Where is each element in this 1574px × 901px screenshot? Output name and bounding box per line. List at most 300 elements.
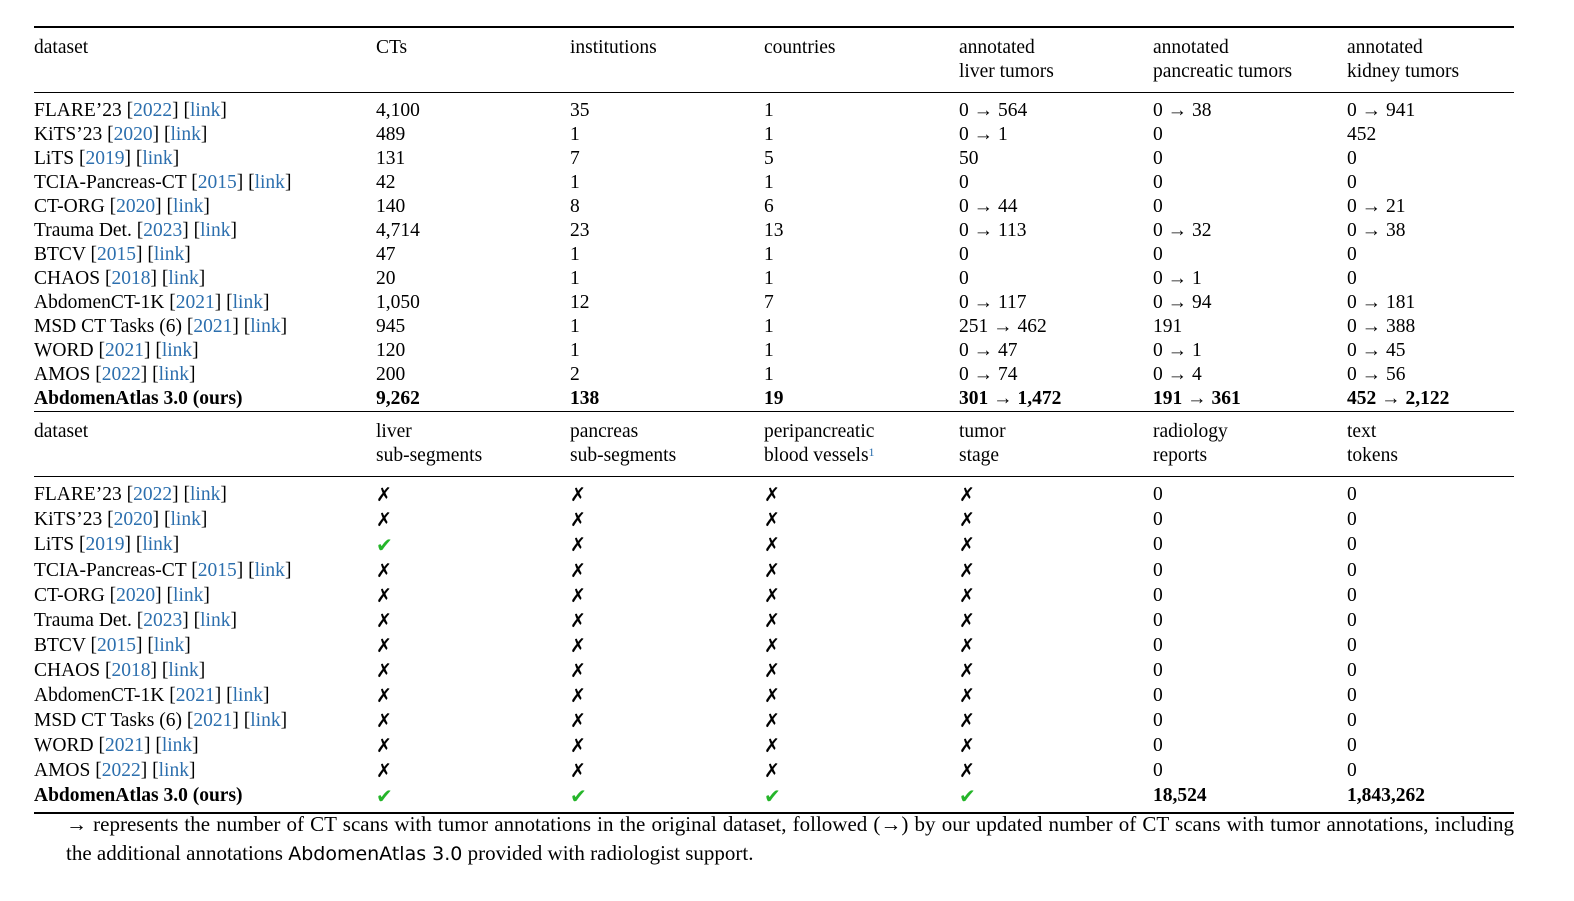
cell-value: 0	[1347, 610, 1357, 631]
cross-icon: ✗	[376, 660, 392, 682]
dataset-cell: CHAOS [2018] [link]	[34, 660, 206, 681]
table-row	[34, 243, 1514, 267]
table-row	[34, 363, 1514, 387]
cross-icon: ✗	[376, 635, 392, 657]
table-cell	[376, 267, 570, 291]
citation-link[interactable]: 2023	[143, 220, 183, 241]
header-line-1: annotated	[1153, 37, 1229, 58]
table-cell	[959, 291, 1153, 315]
table-cell	[376, 634, 570, 659]
citation-link[interactable]: 2015	[197, 172, 237, 193]
table-cell	[959, 123, 1153, 147]
table-row	[34, 477, 1514, 509]
table-row	[34, 584, 1514, 609]
dataset-name: AMOS	[34, 760, 91, 781]
cell-value: 0	[1347, 268, 1357, 289]
table-cell	[1153, 219, 1347, 243]
cell-value: 0 → 1	[959, 124, 1008, 145]
dataset-link[interactable]: link	[190, 484, 221, 505]
table-cell	[959, 609, 1153, 634]
citation-link[interactable]: 2022	[133, 100, 173, 121]
cell-value: 0	[1153, 509, 1163, 530]
cell-value: 0	[1153, 148, 1163, 169]
cell-value: 1	[570, 316, 580, 337]
table-cell	[764, 291, 959, 315]
table-cell	[1153, 93, 1347, 124]
citation-link[interactable]: 2021	[104, 340, 144, 361]
table-cell	[1153, 387, 1347, 412]
cell-value: 0 → 564	[959, 100, 1028, 121]
dataset-name: MSD CT Tasks (6)	[34, 710, 182, 731]
note-atlas-name: AbdomenAtlas 3.0	[288, 843, 463, 865]
dataset-link[interactable]: link	[232, 685, 263, 706]
cell-value: 0 → 1	[1153, 268, 1202, 289]
table-cell	[1153, 609, 1347, 634]
cell-value: 140	[376, 196, 406, 217]
cell-value: 1	[570, 268, 580, 289]
dataset-link[interactable]: link	[142, 148, 173, 169]
header-line-2: stage	[959, 445, 1000, 466]
dataset-name: KiTS’23	[34, 124, 103, 145]
cell-value: 1	[764, 172, 774, 193]
table-cell	[376, 123, 570, 147]
cross-icon: ✗	[959, 760, 975, 782]
table-row	[34, 147, 1514, 171]
cell-value: 301 → 1,472	[959, 388, 1062, 409]
cell-value: 1	[764, 124, 774, 145]
header-line-1: peripancreatic	[764, 421, 875, 442]
table-row	[34, 267, 1514, 291]
cross-icon: ✗	[570, 710, 586, 732]
table-row	[34, 171, 1514, 195]
header-cell	[959, 412, 1153, 477]
cross-icon: ✗	[959, 585, 975, 607]
dataset-link[interactable]: link	[170, 124, 201, 145]
table-cell	[764, 123, 959, 147]
cell-value: 0	[959, 244, 969, 265]
dataset-cell: BTCV [2015] [link]	[34, 244, 191, 265]
footnote-mark[interactable]: 1	[868, 445, 875, 459]
citation-link[interactable]: 2019	[85, 148, 125, 169]
dataset-link[interactable]: link	[158, 760, 189, 781]
header-cell	[34, 27, 376, 93]
header-line-1: dataset	[34, 37, 89, 58]
dataset-cell: FLARE’23 [2022] [link]	[34, 100, 227, 121]
header-line-1: dataset	[34, 421, 89, 442]
dataset-link[interactable]: link	[158, 364, 189, 385]
citation-link[interactable]: 2020	[116, 196, 156, 217]
table-cell	[1347, 609, 1514, 634]
cell-value: 251 → 462	[959, 316, 1047, 337]
cross-icon: ✗	[764, 685, 780, 707]
table-cell	[1153, 734, 1347, 759]
dataset-cell: CHAOS [2018] [link]	[34, 268, 206, 289]
cross-icon: ✗	[764, 660, 780, 682]
table-cell	[1347, 684, 1514, 709]
table-cell	[1153, 363, 1347, 387]
citation-link[interactable]: 2015	[197, 560, 237, 581]
header-cell	[1153, 412, 1347, 477]
total-row	[34, 784, 1514, 813]
check-icon: ✔	[376, 784, 393, 808]
header-row	[34, 412, 1514, 477]
table-cell	[570, 659, 764, 684]
cell-value: 0 → 1	[1153, 340, 1202, 361]
table-cell	[764, 387, 959, 412]
cell-value: 1	[764, 364, 774, 385]
dataset-link[interactable]: link	[142, 534, 173, 555]
cell-value: 191	[1153, 316, 1183, 337]
dataset-link[interactable]: link	[250, 316, 281, 337]
cell-value: 0 → 21	[1347, 196, 1406, 217]
note-text-part1: → represents the number of CT scans with tumor annotations in the original dataset, followed (→) by our updated number of CT scans with tumor annotations, including the additional annotations	[66, 812, 1514, 865]
cell-value: 7	[570, 148, 580, 169]
table-cell	[570, 219, 764, 243]
cell-value: 0	[1347, 635, 1357, 656]
dataset-link[interactable]: link	[170, 509, 201, 530]
table-cell	[764, 659, 959, 684]
dataset-cell: AbdomenCT-1K [2021] [link]	[34, 292, 270, 313]
total-row	[34, 387, 1514, 412]
dataset-cell: BTCV [2015] [link]	[34, 635, 191, 656]
header-line-2: tokens	[1347, 445, 1398, 466]
dataset-cell: Trauma Det. [2023] [link]	[34, 610, 237, 631]
citation-link[interactable]: 2021	[193, 710, 233, 731]
cross-icon: ✗	[764, 585, 780, 607]
table-cell	[1153, 291, 1347, 315]
table-cell	[570, 171, 764, 195]
dataset-link[interactable]: link	[190, 100, 221, 121]
dataset-link[interactable]: link	[161, 340, 193, 361]
table-cell	[764, 477, 959, 509]
table-cell	[376, 315, 570, 339]
header-line-2: kidney tumors	[1347, 61, 1460, 82]
cell-value: 1	[570, 172, 580, 193]
table-cell	[1347, 171, 1514, 195]
dataset-link[interactable]: link	[200, 610, 231, 631]
table-cell	[376, 147, 570, 171]
cross-icon: ✗	[376, 710, 392, 732]
table-cell	[1347, 243, 1514, 267]
table-cell	[959, 784, 1153, 813]
dataset-name: CHAOS	[34, 660, 101, 681]
header-line-2: reports	[1153, 445, 1208, 466]
table-cell	[1153, 584, 1347, 609]
table-cell	[570, 195, 764, 219]
cell-value: 0	[1153, 710, 1163, 731]
header-line-2: sub-segments	[570, 445, 677, 466]
cell-value: 1,843,262	[1347, 785, 1425, 806]
table-cell	[959, 559, 1153, 584]
cell-value: 0	[1153, 585, 1163, 606]
dataset-name: WORD	[34, 340, 94, 361]
cross-icon: ✗	[376, 610, 392, 632]
cell-value: 0	[1153, 534, 1163, 555]
dataset-name: KiTS’23	[34, 509, 103, 530]
cross-icon: ✗	[570, 509, 586, 531]
cell-value: 0	[1153, 760, 1163, 781]
table-cell	[376, 243, 570, 267]
citation-link[interactable]: 2021	[193, 316, 233, 337]
dataset-cell: LiTS [2019] [link]	[34, 148, 180, 169]
citation-link[interactable]: 2022	[101, 364, 141, 385]
cross-icon: ✗	[764, 735, 780, 757]
dataset-link[interactable]: link	[153, 635, 185, 656]
dataset-name: FLARE’23	[34, 100, 122, 121]
dataset-link[interactable]: link	[161, 735, 193, 756]
dataset-cell	[34, 387, 376, 412]
cell-value: 18,524	[1153, 785, 1207, 806]
cross-icon: ✗	[570, 735, 586, 757]
cell-value: 0	[1153, 196, 1163, 217]
dataset-link[interactable]: link	[250, 710, 281, 731]
table-cell	[570, 533, 764, 559]
table-cell	[376, 709, 570, 734]
header-cell	[376, 412, 570, 477]
table-cell	[570, 759, 764, 784]
citation-link[interactable]: 2015	[97, 635, 137, 656]
table-row	[34, 559, 1514, 584]
table-cell	[764, 267, 959, 291]
table-cell	[1347, 195, 1514, 219]
cell-value: 0	[1347, 685, 1357, 706]
dataset-link[interactable]: link	[254, 560, 285, 581]
cell-value: 9,262	[376, 388, 420, 409]
citation-link[interactable]: 2021	[175, 292, 215, 313]
cell-value: 23	[570, 220, 590, 241]
table-cell	[1153, 784, 1347, 813]
table-cell	[959, 267, 1153, 291]
table-cell	[764, 684, 959, 709]
header-line-2: pancreatic tumors	[1153, 61, 1293, 82]
table-cell	[764, 508, 959, 533]
dataset-cell: TCIA-Pancreas-CT [2015] [link]	[34, 172, 292, 193]
table-cell	[959, 147, 1153, 171]
header-cell	[959, 27, 1153, 93]
dataset-name: BTCV	[34, 635, 86, 656]
cell-value: 1	[764, 316, 774, 337]
cell-value: 131	[376, 148, 406, 169]
dataset-name: CT-ORG	[34, 585, 105, 606]
table-cell	[1347, 709, 1514, 734]
dataset-cell: LiTS [2019] [link]	[34, 534, 180, 555]
table-row	[34, 219, 1514, 243]
dataset-cell: Trauma Det. [2023] [link]	[34, 220, 237, 241]
table-cell	[1347, 559, 1514, 584]
cell-value: 1,050	[376, 292, 420, 313]
cross-icon: ✗	[959, 710, 975, 732]
table-cell	[764, 584, 959, 609]
cell-value: 47	[376, 244, 396, 265]
dataset-cell: KiTS’23 [2020] [link]	[34, 124, 208, 145]
table-cell	[1347, 147, 1514, 171]
dataset-name: BTCV	[34, 244, 86, 265]
cell-value: 0	[1347, 244, 1357, 265]
header-cell	[1347, 412, 1514, 477]
table-cell	[570, 609, 764, 634]
cell-value: 1	[764, 244, 774, 265]
table-cell	[764, 709, 959, 734]
cell-value: 7	[764, 292, 774, 313]
dataset-cell: CT-ORG [2020] [link]	[34, 585, 210, 606]
table-cell	[1347, 387, 1514, 412]
table-cell	[764, 759, 959, 784]
cell-value: 0	[1347, 710, 1357, 731]
dataset-cell: AMOS [2022] [link]	[34, 760, 196, 781]
header-line-2: blood vessels	[764, 445, 869, 466]
dataset-link[interactable]: link	[173, 196, 204, 217]
dataset-name: AbdomenCT-1K	[34, 685, 165, 706]
citation-link[interactable]: 2021	[175, 685, 215, 706]
cell-value: 0 → 56	[1347, 364, 1406, 385]
cell-value: 191 → 361	[1153, 388, 1241, 409]
cross-icon: ✗	[376, 484, 392, 506]
cell-value: 0	[1347, 509, 1357, 530]
cross-icon: ✗	[764, 760, 780, 782]
cell-value: 2	[570, 364, 580, 385]
table-cell	[959, 734, 1153, 759]
cross-icon: ✗	[959, 610, 975, 632]
table-cell	[376, 559, 570, 584]
table-cell	[764, 784, 959, 813]
cell-value: 0	[1347, 148, 1357, 169]
cell-value: 0 → 45	[1347, 340, 1406, 361]
cell-value: 0	[1347, 660, 1357, 681]
citation-link[interactable]: 2022	[101, 760, 141, 781]
table-cell	[764, 734, 959, 759]
citation-link[interactable]: 2020	[113, 509, 153, 530]
cell-value: 0	[1153, 244, 1163, 265]
cell-value: 0	[1153, 660, 1163, 681]
cross-icon: ✗	[959, 509, 975, 531]
table-cell	[376, 171, 570, 195]
header-line-1: tumor	[959, 421, 1006, 442]
cross-icon: ✗	[570, 585, 586, 607]
table-cell	[959, 533, 1153, 559]
table-row	[34, 609, 1514, 634]
table-row	[34, 759, 1514, 784]
dataset-link[interactable]: link	[200, 220, 231, 241]
cell-value: 0 → 181	[1347, 292, 1416, 313]
citation-link[interactable]: 2018	[111, 268, 151, 289]
table-cell	[376, 659, 570, 684]
table-cell	[1347, 734, 1514, 759]
dataset-link[interactable]: link	[153, 244, 185, 265]
header-line-1: annotated	[959, 37, 1035, 58]
cell-value: 0	[1347, 484, 1357, 505]
cell-value: 0	[1153, 484, 1163, 505]
header-cell	[570, 27, 764, 93]
table-cell	[376, 291, 570, 315]
table-cell	[1347, 339, 1514, 363]
table-cell	[570, 243, 764, 267]
cell-value: 0 → 32	[1153, 220, 1212, 241]
table-cell	[570, 559, 764, 584]
table-cell	[1347, 784, 1514, 813]
citation-link[interactable]: 2022	[133, 484, 173, 505]
header-line-1: CTs	[376, 37, 408, 58]
cross-icon: ✗	[376, 685, 392, 707]
table-cell	[764, 609, 959, 634]
cell-value: 4,714	[376, 220, 420, 241]
header-cell	[764, 27, 959, 93]
citation-link[interactable]: 2023	[143, 610, 183, 631]
dataset-name: CT-ORG	[34, 196, 105, 217]
header-line-1: radiology	[1153, 421, 1228, 442]
table-cell	[1347, 123, 1514, 147]
citation-link[interactable]: 2018	[111, 660, 151, 681]
dataset-name: AbdomenCT-1K	[34, 292, 165, 313]
cell-value: 19	[764, 388, 784, 409]
check-icon: ✔	[376, 533, 393, 557]
table-cell	[1153, 634, 1347, 659]
citation-link[interactable]: 2021	[104, 735, 144, 756]
cell-value: 42	[376, 172, 396, 193]
citation-link[interactable]: 2020	[116, 585, 156, 606]
cross-icon: ✗	[376, 760, 392, 782]
dataset-link[interactable]: link	[168, 268, 199, 289]
dataset-link[interactable]: link	[168, 660, 199, 681]
cross-icon: ✗	[570, 610, 586, 632]
table-cell	[1153, 267, 1347, 291]
table-cell	[1347, 477, 1514, 509]
citation-link[interactable]: 2019	[85, 534, 125, 555]
table-cell	[959, 634, 1153, 659]
dataset-link[interactable]: link	[173, 585, 204, 606]
header-line-1: text	[1347, 421, 1377, 442]
cell-value: 0	[1153, 560, 1163, 581]
dataset-cell	[34, 784, 376, 813]
table-cell	[959, 171, 1153, 195]
cross-icon: ✗	[959, 685, 975, 707]
table-cell	[959, 195, 1153, 219]
cross-icon: ✗	[959, 534, 975, 556]
table-cell	[959, 659, 1153, 684]
dataset-link[interactable]: link	[254, 172, 285, 193]
table-cell	[1347, 291, 1514, 315]
table-cell	[959, 759, 1153, 784]
cell-value: 0	[1153, 172, 1163, 193]
cell-value: 200	[376, 364, 406, 385]
cross-icon: ✗	[376, 735, 392, 757]
cell-value: 0 → 113	[959, 220, 1027, 241]
table-cell	[959, 243, 1153, 267]
table-cell	[376, 508, 570, 533]
table-cell	[376, 387, 570, 412]
table-cell	[376, 609, 570, 634]
table-cell	[764, 195, 959, 219]
citation-link[interactable]: 2015	[97, 244, 137, 265]
table-cell	[570, 634, 764, 659]
dataset-link[interactable]: link	[232, 292, 263, 313]
cross-icon: ✗	[764, 509, 780, 531]
dataset-name: CHAOS	[34, 268, 101, 289]
table-cell	[1153, 147, 1347, 171]
table-cell	[376, 734, 570, 759]
table-cell	[764, 634, 959, 659]
cell-value: 0	[1347, 735, 1357, 756]
cross-icon: ✗	[570, 760, 586, 782]
citation-link[interactable]: 2020	[113, 124, 153, 145]
table-cell	[764, 339, 959, 363]
table-cell	[570, 387, 764, 412]
table-cell	[1153, 533, 1347, 559]
cell-value: 0 → 4	[1153, 364, 1202, 385]
table-row	[34, 659, 1514, 684]
table-cell	[376, 363, 570, 387]
table-row	[34, 684, 1514, 709]
table-cell	[764, 363, 959, 387]
